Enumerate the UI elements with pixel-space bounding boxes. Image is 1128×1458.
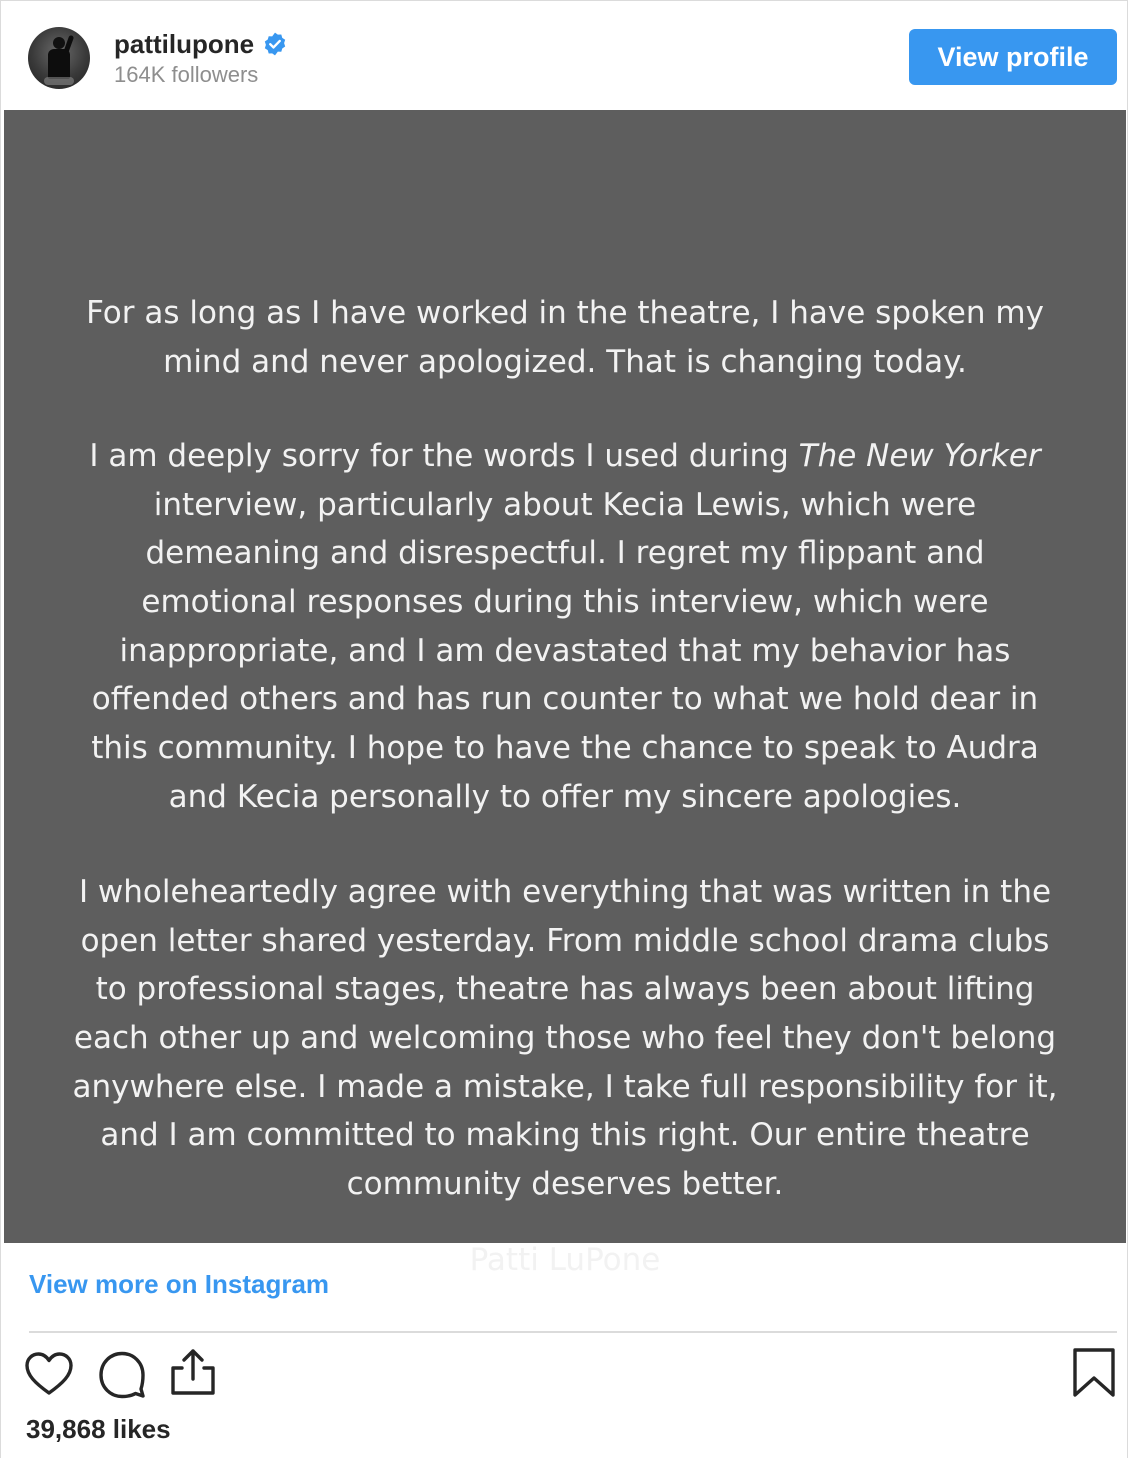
text-line: and I am committed to making this right. Our entire theatre <box>100 1117 1030 1154</box>
follower-count: 164K followers <box>114 62 259 87</box>
verified-badge-icon <box>262 31 288 57</box>
statement-paragraph-3 <box>54 868 1076 1209</box>
text-line: this community. I hope to have the chance to speak to Audra <box>91 730 1039 767</box>
text-line-prefix: I am deeply sorry for the words I used during <box>89 438 799 474</box>
like-count[interactable]: 39,868 likes <box>26 1414 171 1444</box>
text-line: emotional responses during this interview, which were <box>141 584 989 621</box>
text-line: anywhere else. I made a mistake, I take full responsibility for it, <box>72 1068 1058 1105</box>
text-line: community deserves better. <box>346 1166 784 1203</box>
text-line: interview, particularly about Kecia Lewis, which were <box>153 486 977 523</box>
avatar-figure-body <box>48 49 70 79</box>
text-line <box>54 432 1076 481</box>
text-line: For as long as I have worked in the theatre, I have spoken my <box>86 295 1044 331</box>
signature-name: Patti LuPone <box>469 1242 661 1278</box>
comment-icon[interactable] <box>96 1349 148 1401</box>
text-line: I wholeheartedly agree with everything that was written in the <box>78 874 1052 910</box>
text-line: inappropriate, and I am devastated that my behavior has <box>119 632 1011 669</box>
text-line: to professional stages, theatre has always been about lifting <box>95 971 1035 1008</box>
avatar-figure-head <box>53 37 65 49</box>
text-line: each other up and welcoming those who feel they don't belong <box>73 1020 1057 1057</box>
publication-title: The New Yorker <box>798 438 1041 474</box>
post-header <box>1 1 1127 110</box>
text-line: offended others and has run counter to what we hold dear in <box>91 681 1039 718</box>
text-line: mind and never apologized. That is changing today. <box>163 343 967 380</box>
avatar[interactable] <box>28 27 90 89</box>
text-line: and Kecia personally to offer my sincere apologies. <box>168 778 962 815</box>
avatar-figure-light <box>44 77 74 85</box>
divider <box>29 1331 1117 1333</box>
post-image[interactable] <box>4 110 1126 1278</box>
view-profile-button[interactable]: View profile <box>909 29 1117 85</box>
view-more-link[interactable]: View more on Instagram <box>29 1269 330 1299</box>
heart-icon[interactable] <box>23 1348 75 1400</box>
bookmark-icon[interactable] <box>1068 1347 1120 1399</box>
username-link[interactable]: pattilupone <box>114 28 255 59</box>
statement-paragraph-1 <box>54 289 1076 386</box>
text-line: open letter shared yesterday. From middle school drama clubs <box>80 922 1050 959</box>
username-row <box>114 28 288 60</box>
text-line: demeaning and disrespectful. I regret my flippant and <box>145 535 985 572</box>
statement-paragraph-2 <box>54 432 1076 822</box>
share-icon[interactable] <box>167 1346 219 1398</box>
